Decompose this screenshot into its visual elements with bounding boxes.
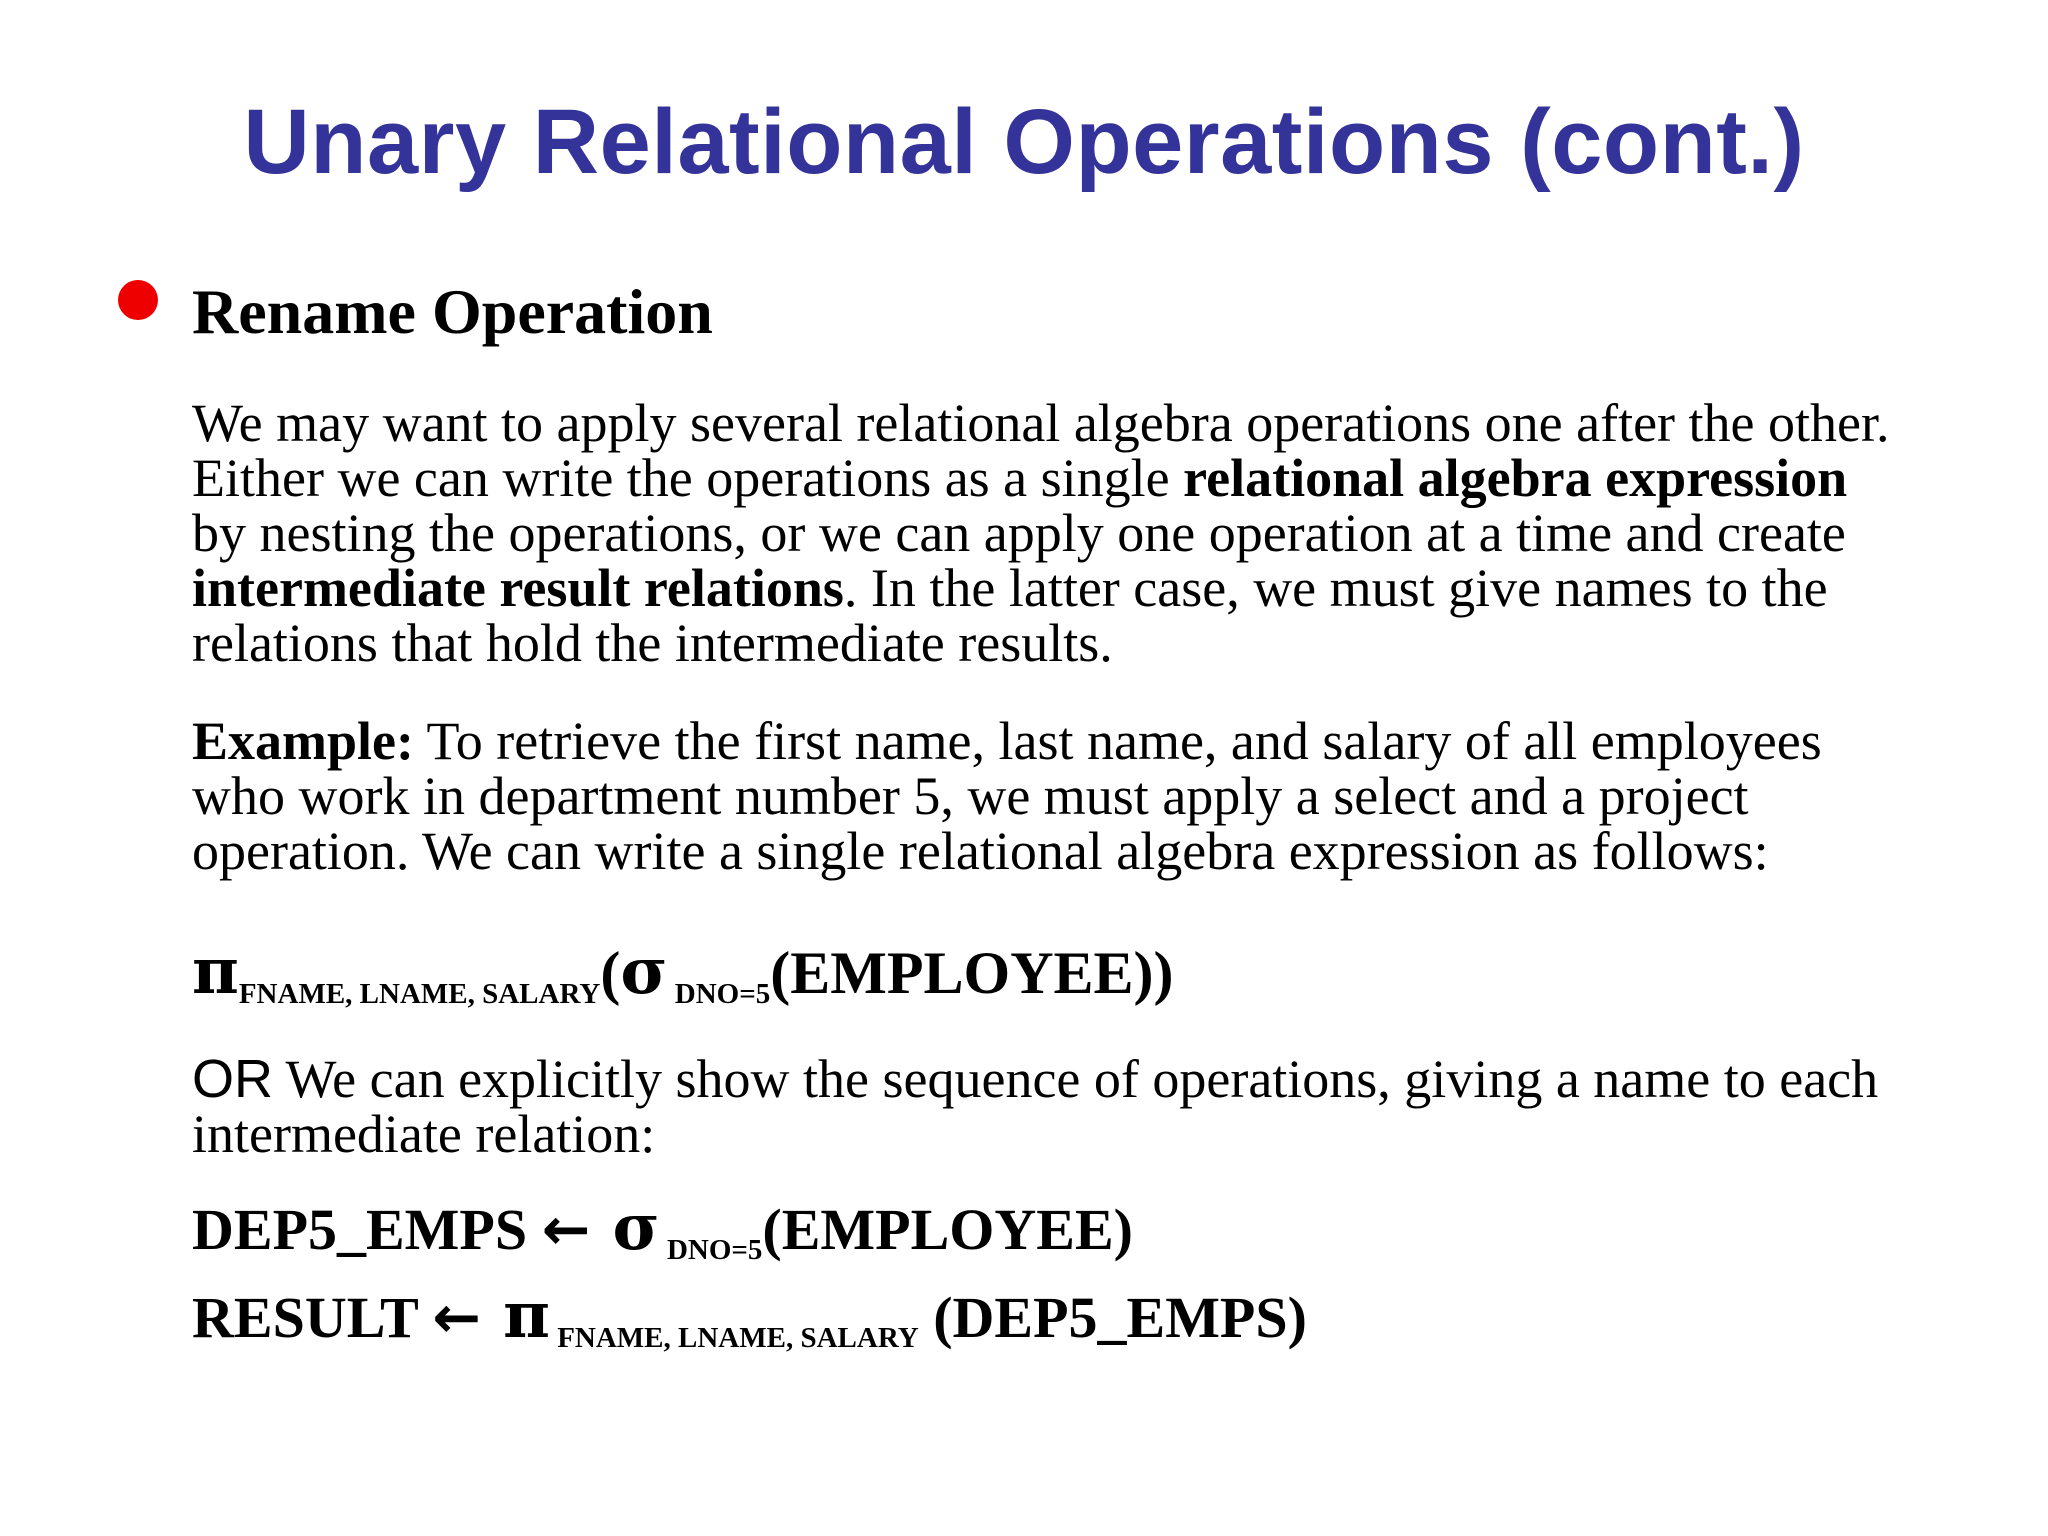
intro-paragraph (192, 393, 2022, 673)
paragraph-line (192, 448, 2022, 508)
example-paragraph (192, 711, 2022, 881)
pi-subscript: FNAME, LNAME, SALARY (549, 1322, 919, 1354)
paragraph-line (192, 711, 2022, 771)
sigma-symbol: σ (590, 1190, 660, 1265)
text-run: To retrieve the first name, last name, and salary of all employees (414, 711, 1822, 771)
paragraph-line: operation. We can write a single relational algebra expression as follows: (192, 821, 1769, 881)
text-run: We can explicitly show the sequence of operations, giving a name to each (273, 1049, 1879, 1109)
pi-symbol: π (480, 1278, 550, 1353)
paragraph-line (192, 558, 2022, 618)
result-assignment-formula (192, 1278, 1307, 1354)
paragraph-line: who work in department number 5, we must apply a select and a project (192, 766, 1749, 826)
pi-subscript: FNAME, LNAME, SALARY (238, 978, 601, 1010)
or-label: OR (192, 1049, 273, 1109)
text-run: ( (600, 940, 621, 1006)
dep5-emps-assignment-formula (192, 1190, 1133, 1266)
text-run: Either we can write the operations as a single (192, 448, 1184, 508)
pi-symbol: π (192, 934, 239, 1009)
text-run: (EMPLOYEE) (762, 1197, 1133, 1262)
text-run: (DEP5_EMPS) (918, 1285, 1307, 1350)
slide-title: Unary Relational Operations (cont.) (243, 91, 1805, 193)
sigma-subscript: DNO=5 (667, 978, 771, 1010)
left-arrow-icon: ← (432, 1283, 481, 1351)
nested-expression-formula (192, 934, 1174, 1010)
bold-term: intermediate result relations (192, 558, 844, 618)
text-run: . In the latter case, we must give names to the (843, 558, 1828, 618)
text-run: RESULT (192, 1285, 433, 1350)
alternative-paragraph (192, 1049, 2022, 1164)
text-run: DEP5_EMPS (192, 1197, 542, 1262)
paragraph-line: by nesting the operations, or we can apply one operation at a time and create (192, 503, 1846, 563)
left-arrow-icon: ← (541, 1195, 591, 1263)
paragraph-line: We may want to apply several relational algebra operations one after the other. (192, 393, 1890, 453)
example-label: Example: (192, 711, 414, 771)
paragraph-line: intermediate relation: (192, 1104, 656, 1164)
sigma-symbol: σ (620, 934, 668, 1009)
paragraph-line (192, 1049, 2022, 1109)
paragraph-line: relations that hold the intermediate results. (192, 613, 1113, 673)
sigma-subscript: DNO=5 (659, 1234, 763, 1266)
bold-term: relational algebra expression (1183, 448, 1848, 508)
bullet-heading: Rename Operation (192, 276, 713, 347)
red-circle-bullet-icon (118, 280, 158, 320)
text-run: (EMPLOYEE)) (770, 940, 1174, 1006)
